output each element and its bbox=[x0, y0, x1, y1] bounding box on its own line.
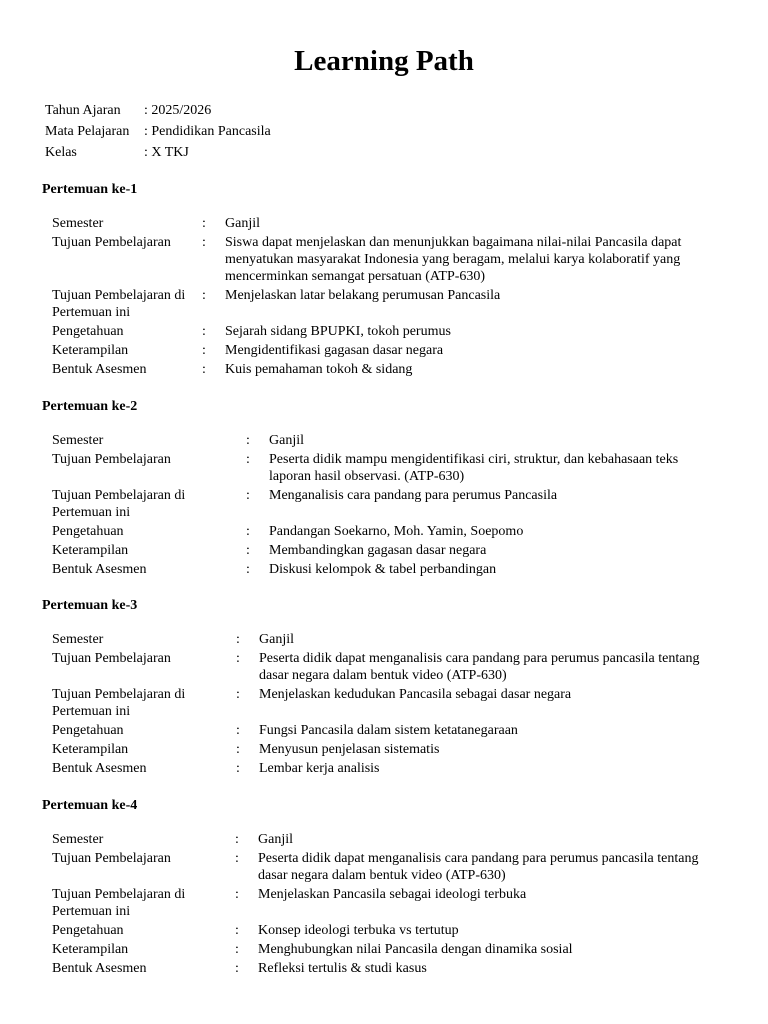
detail-label: Tujuan Pembelajaran bbox=[52, 235, 171, 250]
detail-row-keterampilan bbox=[52, 941, 708, 958]
detail-value: Mengidentifikasi gagasan dasar negara bbox=[225, 343, 444, 358]
detail-label: Semester bbox=[52, 632, 104, 647]
detail-colon: : bbox=[236, 742, 240, 757]
detail-row-keterampilan bbox=[52, 342, 720, 359]
detail-row-bentuk-asesmen bbox=[52, 960, 708, 977]
detail-label: Bentuk Asesmen bbox=[52, 761, 147, 776]
detail-colon: : bbox=[235, 887, 239, 902]
detail-row-bentuk-asesmen bbox=[52, 361, 720, 378]
info-value: : X TKJ bbox=[144, 145, 189, 160]
detail-label: Tujuan Pembelajaran di Pertemuan ini bbox=[52, 887, 186, 919]
meeting-section-1 bbox=[42, 181, 720, 380]
detail-value: Kuis pemahaman tokoh & sidang bbox=[225, 362, 413, 377]
info-label: Tahun Ajaran bbox=[45, 103, 121, 118]
detail-label: Tujuan Pembelajaran bbox=[52, 651, 171, 666]
detail-value: Menyusun penjelasan sistematis bbox=[259, 742, 440, 757]
detail-label: Keterampilan bbox=[52, 343, 129, 358]
meeting-details bbox=[52, 215, 720, 378]
info-label: Kelas bbox=[45, 145, 77, 160]
detail-colon: : bbox=[246, 488, 250, 503]
detail-value: Peserta didik mampu mengidentifikasi ciri, struktur, dan kebahasaan teks laporan hasil observasi. (ATP-630) bbox=[269, 452, 679, 484]
detail-colon: : bbox=[246, 524, 250, 539]
detail-row-keterampilan bbox=[52, 542, 719, 559]
meeting-section-4 bbox=[42, 797, 708, 979]
info-row bbox=[45, 144, 271, 165]
detail-label: Pengetahuan bbox=[52, 923, 124, 938]
detail-colon: : bbox=[202, 216, 206, 231]
detail-colon: : bbox=[202, 343, 206, 358]
detail-row-pengetahuan bbox=[52, 722, 709, 739]
detail-value: Konsep ideologi terbuka vs tertutup bbox=[258, 923, 459, 938]
detail-row-pengetahuan bbox=[52, 323, 720, 340]
info-value: : Pendidikan Pancasila bbox=[144, 124, 271, 139]
detail-colon: : bbox=[202, 288, 206, 303]
detail-value: Peserta didik dapat menganalisis cara pandang para perumus pancasila tentang dasar negara dalam bentuk video (ATP-630) bbox=[258, 851, 699, 883]
detail-value: Sejarah sidang BPUPKI, tokoh perumus bbox=[225, 324, 451, 339]
meeting-details bbox=[52, 631, 709, 777]
detail-row-semester bbox=[52, 631, 709, 648]
detail-value: Fungsi Pancasila dalam sistem ketatanegaraan bbox=[259, 723, 518, 738]
detail-colon: : bbox=[235, 961, 239, 976]
detail-value: Siswa dapat menjelaskan dan menunjukkan bagaimana nilai-nilai Pancasila dapat menyatukan masyarakat Indonesia yang beragam, melalui karya kolaboratif yang mencerminkan semangat persatuan (ATP-630) bbox=[225, 235, 682, 284]
info-row bbox=[45, 123, 271, 144]
meeting-heading: Pertemuan ke-1 bbox=[42, 182, 138, 197]
detail-value: Membandingkan gagasan dasar negara bbox=[269, 543, 487, 558]
detail-colon: : bbox=[235, 942, 239, 957]
detail-value: Diskusi kelompok & tabel perbandingan bbox=[269, 562, 497, 577]
info-row bbox=[45, 102, 271, 123]
detail-colon: : bbox=[202, 362, 206, 377]
detail-row-semester bbox=[52, 831, 708, 848]
detail-label: Pengetahuan bbox=[52, 524, 124, 539]
detail-label: Bentuk Asesmen bbox=[52, 562, 147, 577]
detail-label: Keterampilan bbox=[52, 543, 129, 558]
detail-row-tujuan-pertemuan bbox=[52, 487, 719, 521]
detail-value: Peserta didik dapat menganalisis cara pandang para perumus pancasila tentang dasar negara dalam bentuk video (ATP-630) bbox=[259, 651, 700, 683]
detail-label: Semester bbox=[52, 433, 104, 448]
detail-value: Menghubungkan nilai Pancasila dengan dinamika sosial bbox=[258, 942, 573, 957]
document-title: Learning Path bbox=[294, 45, 474, 77]
meeting-section-3 bbox=[42, 597, 709, 779]
detail-value: Ganjil bbox=[269, 433, 304, 448]
detail-label: Semester bbox=[52, 216, 104, 231]
detail-label: Tujuan Pembelajaran bbox=[52, 452, 171, 467]
detail-row-tujuan-pembelajaran bbox=[52, 451, 719, 485]
detail-value: Menjelaskan latar belakang perumusan Pancasila bbox=[225, 288, 501, 303]
detail-value: Menganalisis cara pandang para perumus Pancasila bbox=[269, 488, 558, 503]
detail-colon: : bbox=[246, 543, 250, 558]
meeting-heading: Pertemuan ke-2 bbox=[42, 399, 138, 414]
meeting-details bbox=[52, 432, 719, 578]
detail-colon: : bbox=[236, 761, 240, 776]
detail-value: Ganjil bbox=[258, 832, 293, 847]
detail-value: Ganjil bbox=[259, 632, 294, 647]
meeting-heading: Pertemuan ke-3 bbox=[42, 598, 138, 613]
detail-row-tujuan-pertemuan bbox=[52, 287, 720, 321]
detail-row-semester bbox=[52, 432, 719, 449]
detail-colon: : bbox=[236, 687, 240, 702]
detail-label: Semester bbox=[52, 832, 104, 847]
detail-label: Pengetahuan bbox=[52, 723, 124, 738]
course-info bbox=[45, 102, 271, 165]
detail-row-bentuk-asesmen bbox=[52, 561, 719, 578]
detail-row-tujuan-pembelajaran bbox=[52, 850, 708, 884]
detail-label: Bentuk Asesmen bbox=[52, 362, 147, 377]
detail-row-tujuan-pembelajaran bbox=[52, 650, 709, 684]
detail-row-pengetahuan bbox=[52, 922, 708, 939]
detail-value: Lembar kerja analisis bbox=[259, 761, 380, 776]
detail-row-tujuan-pertemuan bbox=[52, 686, 709, 720]
info-value: : 2025/2026 bbox=[144, 103, 212, 118]
detail-row-bentuk-asesmen bbox=[52, 760, 709, 777]
detail-row-semester bbox=[52, 215, 720, 232]
detail-label: Tujuan Pembelajaran di Pertemuan ini bbox=[52, 288, 186, 320]
detail-label: Bentuk Asesmen bbox=[52, 961, 147, 976]
detail-colon: : bbox=[236, 632, 240, 647]
meeting-details bbox=[52, 831, 708, 977]
detail-value: Refleksi tertulis & studi kasus bbox=[258, 961, 427, 976]
detail-value: Ganjil bbox=[225, 216, 260, 231]
detail-colon: : bbox=[246, 562, 250, 577]
detail-row-pengetahuan bbox=[52, 523, 719, 540]
detail-colon: : bbox=[246, 452, 250, 467]
detail-colon: : bbox=[235, 923, 239, 938]
info-label: Mata Pelajaran bbox=[45, 124, 130, 139]
meeting-heading: Pertemuan ke-4 bbox=[42, 798, 138, 813]
detail-row-tujuan-pembelajaran bbox=[52, 234, 720, 285]
meeting-section-2 bbox=[42, 398, 719, 580]
detail-label: Keterampilan bbox=[52, 742, 129, 757]
detail-label: Tujuan Pembelajaran bbox=[52, 851, 171, 866]
detail-value: Pandangan Soekarno, Moh. Yamin, Soepomo bbox=[269, 524, 524, 539]
detail-label: Keterampilan bbox=[52, 942, 129, 957]
detail-row-tujuan-pertemuan bbox=[52, 886, 708, 920]
detail-label: Tujuan Pembelajaran di Pertemuan ini bbox=[52, 687, 186, 719]
detail-label: Tujuan Pembelajaran di Pertemuan ini bbox=[52, 488, 186, 520]
detail-value: Menjelaskan Pancasila sebagai ideologi terbuka bbox=[258, 887, 527, 902]
detail-colon: : bbox=[236, 651, 240, 666]
detail-colon: : bbox=[246, 433, 250, 448]
detail-label: Pengetahuan bbox=[52, 324, 124, 339]
detail-value: Menjelaskan kedudukan Pancasila sebagai dasar negara bbox=[259, 687, 572, 702]
detail-colon: : bbox=[236, 723, 240, 738]
detail-colon: : bbox=[202, 324, 206, 339]
detail-colon: : bbox=[235, 851, 239, 866]
detail-row-keterampilan bbox=[52, 741, 709, 758]
detail-colon: : bbox=[202, 235, 206, 250]
detail-colon: : bbox=[235, 832, 239, 847]
